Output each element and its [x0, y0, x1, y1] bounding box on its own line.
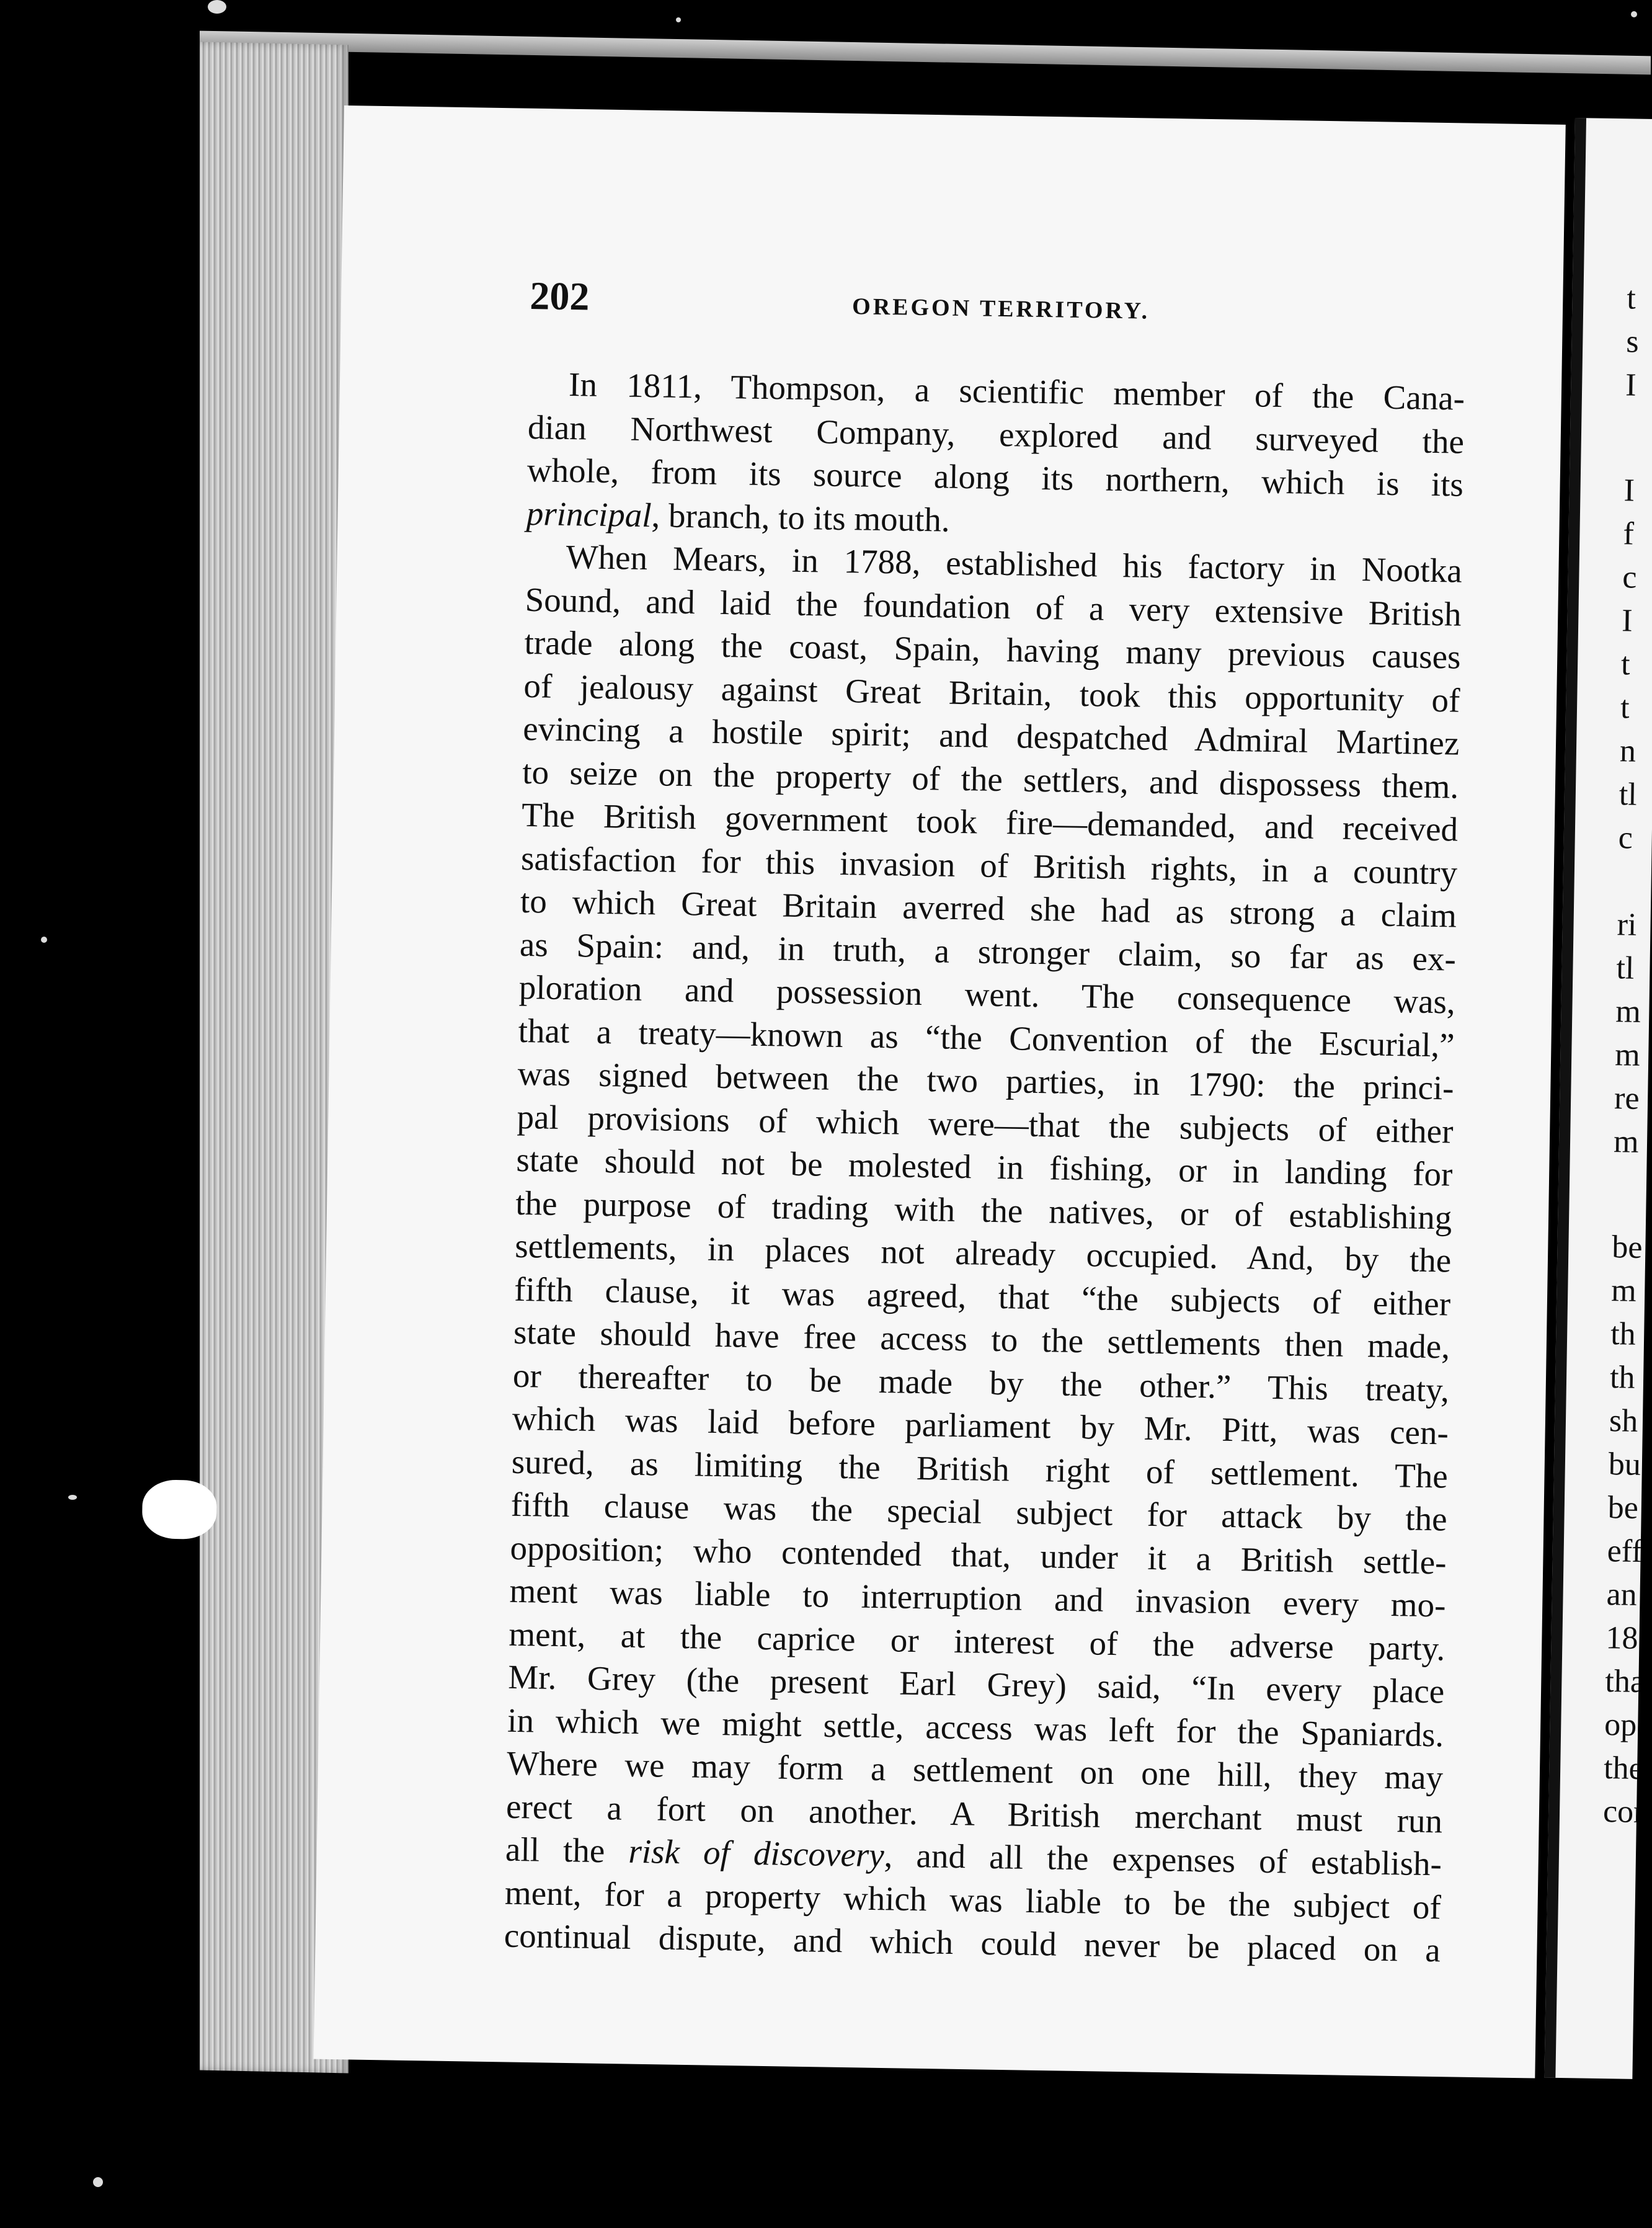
- adjacent-page-text-fragment: 18: [1605, 1620, 1638, 1656]
- text-line: ment, for a property which was liable to be the subject of: [504, 1873, 1442, 1926]
- text-line: that a treaty—known as “the Convention of the Escurial,”: [518, 1011, 1455, 1064]
- adjacent-page-text-fragment: bu: [1608, 1446, 1641, 1482]
- adjacent-page-text-fragment: I: [1625, 367, 1637, 403]
- scan-speck: [68, 1495, 77, 1500]
- adjacent-page-text-fragment: ri: [1617, 907, 1637, 943]
- adjacent-page-text-fragment: the: [1603, 1750, 1644, 1787]
- adjacent-page-text-fragment: th: [1609, 1360, 1636, 1396]
- paragraph-nootka: [504, 535, 1462, 1972]
- text-line: Mr. Grey (the present Earl Grey) said, “In every place: [507, 1657, 1445, 1711]
- adjacent-page-text-fragment: be: [1607, 1490, 1639, 1526]
- text-line: erect a fort on another. A British merchant must run: [505, 1787, 1443, 1840]
- book-top-edge: [200, 31, 1651, 75]
- text-line: Sound, and laid the foundation of a very extensive British: [525, 580, 1462, 633]
- italic-word: principal: [526, 494, 652, 534]
- adjacent-page-text-fragment: sh: [1609, 1403, 1638, 1439]
- scan-speck: [208, 0, 226, 14]
- text-line: opposition; who contended that, under it a British settle-: [510, 1528, 1447, 1581]
- adjacent-page-text-fragment: an: [1606, 1577, 1638, 1613]
- scan-speck: [41, 937, 47, 943]
- adjacent-page-text-fragment: t: [1620, 690, 1630, 726]
- page-content: [504, 273, 1466, 1972]
- paragraph-thompson: [526, 362, 1465, 550]
- adjacent-page-text-fragment: m: [1614, 1037, 1641, 1073]
- adjacent-page-text-fragment: n: [1619, 733, 1636, 769]
- italic-phrase: risk of discovery: [628, 1832, 885, 1874]
- adjacent-page-text-fragment: s: [1625, 324, 1640, 360]
- text-line: In 1811, Thompson, a scientific member of the Cana-: [568, 365, 1465, 417]
- text-line: as Spain: and, in truth, a stronger claim, so far as ex-: [519, 925, 1457, 978]
- adjacent-page-text-fragment: m: [1610, 1273, 1637, 1309]
- text-line: to which Great Britain averred she had as strong a claim: [520, 881, 1457, 935]
- text-line: continual dispute, and which could never be placed on a: [504, 1916, 1441, 1969]
- adjacent-page-text-fragment: f: [1623, 516, 1635, 552]
- adjacent-page-text-fragment: eff: [1607, 1533, 1643, 1569]
- scan-speck: [676, 17, 681, 22]
- adjacent-page-text-fragment: m: [1613, 1124, 1639, 1160]
- text-line: When Mears, in 1788, established his factory in Nootka: [566, 537, 1463, 590]
- text-line: whole, from its source along its northern, which is its: [526, 450, 1464, 504]
- adjacent-page-text-fragment: c: [1622, 559, 1637, 595]
- page-header-title: OREGON TERRITORY.: [851, 293, 1150, 324]
- text-line: state should not be molested in fishing, or in landing for: [516, 1140, 1453, 1193]
- text-fragment: all the: [505, 1830, 629, 1870]
- text-line: fifth clause, it was agreed, that “the subjects of either: [513, 1270, 1451, 1323]
- text-line: The British government took fire—demanded, and received: [521, 795, 1459, 849]
- text-line: settlements, in places not already occupied. And, by the: [514, 1226, 1452, 1280]
- page-number: 202: [529, 273, 590, 319]
- paper-blot: [142, 1479, 217, 1540]
- adjacent-page-text-fragment: th: [1610, 1316, 1636, 1352]
- adjacent-page-text-fragment: re: [1614, 1081, 1640, 1116]
- adjacent-page-text-fragment: tha: [1604, 1664, 1645, 1700]
- adjacent-page-text-fragment: I: [1623, 473, 1635, 509]
- scan-speck: [93, 2177, 103, 2187]
- text-line: or thereafter to be made by the other.” This treaty,: [512, 1356, 1450, 1409]
- text-line: to seize on the property of the settlers, and dispossess them.: [522, 752, 1459, 806]
- text-line: fifth clause was the special subject for attack by the: [510, 1485, 1448, 1538]
- text-line: sured, as limiting the British right of settlement. The: [511, 1442, 1449, 1495]
- text-line: of jealousy against Great Britain, took this opportunity of: [523, 666, 1460, 720]
- text-line: ploration and possession went. The consequence was,: [518, 968, 1456, 1021]
- text-line: state should have free access to the settlements then made,: [513, 1312, 1450, 1366]
- adjacent-page-text-fragment: cor: [1602, 1794, 1645, 1830]
- text-line: satisfaction for this invasion of British rights, in a country: [520, 839, 1458, 892]
- adjacent-page-text-fragment: be: [1611, 1229, 1643, 1265]
- text-fragment: , branch, to its mouth.: [651, 496, 951, 539]
- adjacent-page-text-fragment: t: [1626, 280, 1636, 316]
- text-line: evincing a hostile spirit; and despatched Admiral Martinez: [522, 709, 1460, 762]
- adjacent-page-text-fragment: ope: [1604, 1707, 1651, 1744]
- adjacent-page-text-fragment: c: [1618, 820, 1633, 856]
- adjacent-page-text-fragment: I: [1621, 603, 1633, 639]
- text-line: dian Northwest Company, explored and surveyed the: [527, 408, 1465, 461]
- adjacent-page-text-fragment: tl: [1619, 777, 1638, 813]
- text-line: Where we may form a settlement on one hill, they may: [506, 1744, 1444, 1797]
- text-line: in which we might settle, access was left for the Spaniards.: [507, 1701, 1444, 1753]
- text-line: ment was liable to interruption and invasion every mo-: [509, 1571, 1446, 1624]
- text-line: pal provisions of which were—that the subjects of either: [517, 1097, 1454, 1151]
- text-line: trade along the coast, Spain, having many previous causes: [524, 623, 1461, 676]
- text-fragment: , and all the expenses of establish-: [884, 1836, 1442, 1883]
- text-line: the purpose of trading with the natives, or of establishing: [515, 1183, 1452, 1237]
- scan-speck: [1631, 11, 1637, 17]
- adjacent-page-text-fragment: m: [1615, 994, 1641, 1030]
- adjacent-page-text-fragment: tl: [1616, 950, 1635, 986]
- text-line: was signed between the two parties, in 1790: the princi-: [517, 1054, 1455, 1107]
- text-line: ment, at the caprice or interest of the adverse party.: [508, 1615, 1446, 1667]
- adjacent-page-text-fragment: t: [1620, 646, 1631, 682]
- text-line: which was laid before parliament by Mr. Pitt, was cen-: [512, 1399, 1449, 1452]
